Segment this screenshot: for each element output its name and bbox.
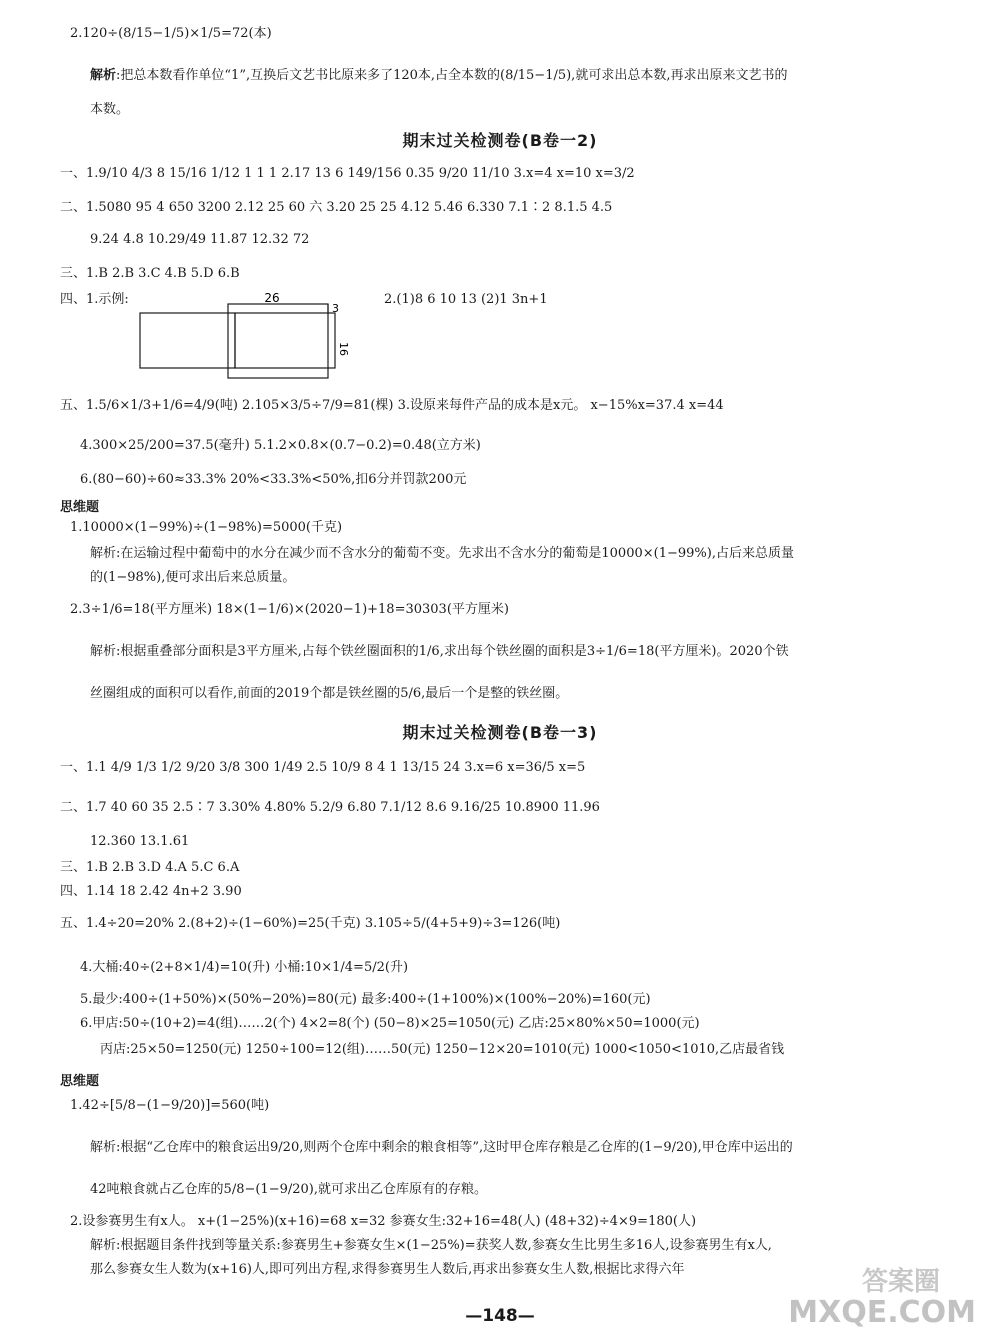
answer-line: 五、1.5/6×1/3+1/6=4/9(吨) 2.105×3/5÷7/9=81(棵) 3.设原来每件产品的成本是x元。 x−15%x=37.4 x=44 xyxy=(60,398,724,413)
page-number: —148— xyxy=(465,1306,535,1326)
overlay-rectangle xyxy=(228,304,328,378)
answer-line: 五、1.4÷20=20% 2.(8+2)÷(1−60%)=25(千克) 3.105÷5/(4+5+9)÷3=126(吨) xyxy=(60,916,561,931)
answer-line: 2.设参赛男生有x人。 x+(1−25%)(x+16)=68 x=32 参赛女生:32+16=48(人) (48+32)÷4×9=180(人) xyxy=(70,1214,697,1229)
answer-line: 丙店:25×50=1250(元) 1250÷100=12(组)……50(元) 1250−12×20=1010(元) 1000<1050<1010,乙店最省钱 xyxy=(100,1042,785,1057)
answer-line: 三、1.B 2.B 3.C 4.B 5.D 6.B xyxy=(60,266,240,281)
answer-line: 2.3÷1/6=18(平方厘米) 18×(1−1/6)×(2020−1)+18=30303(平方厘米) xyxy=(70,602,509,617)
answer-line: 12.360 13.1.61 xyxy=(90,834,190,849)
answer-line: 6.(80−60)÷60≈33.3% 20%<33.3%<50%,扣6分并罚款200元 xyxy=(80,472,467,487)
analysis-line: 丝圈组成的面积可以看作,前面的2019个都是铁丝圈的5/6,最后一个是整的铁丝圈。 xyxy=(90,686,569,701)
right-rectangle xyxy=(235,313,335,368)
answer-line: 1.42÷[5/8−(1−9/20)]=560(吨) xyxy=(70,1098,270,1113)
answer-line: 二、1.5080 95 4 650 3200 2.12 25 60 六 3.20 25 25 4.12 5.46 6.330 7.1∶2 8.1.5 4.5 xyxy=(60,200,613,215)
answer-line: 四、1.示例: xyxy=(60,292,129,307)
left-rectangle xyxy=(140,313,235,368)
label-3: 3 xyxy=(332,302,339,315)
analysis-text: :把总本数看作单位“1”,互换后文艺书比原来多了120本,占全本数的(8/15−1/5),就可求出总本数,再求出原来文艺书的 xyxy=(116,68,788,83)
answer-line: 9.24 4.8 10.29/49 11.87 12.32 72 xyxy=(90,232,310,247)
analysis-line: 解析:根据“乙仓库中的粮食运出9/20,则两个仓库中剩余的粮食相等”,这时甲仓库存粮是乙仓库的(1−9/20),甲仓库中运出的 xyxy=(90,1140,793,1155)
answer-line: 2.(1)8 6 10 13 (2)1 3n+1 xyxy=(384,292,548,307)
answer-line: 4.大桶:40÷(2+8×1/4)=10(升) 小桶:10×1/4=5/2(升) xyxy=(80,960,409,975)
answer-line: 6.甲店:50÷(10+2)=4(组)……2(个) 4×2=8(个) (50−8)×25=1050(元) 乙店:25×80%×50=1000(元) xyxy=(80,1016,700,1031)
analysis-line: 本数。 xyxy=(90,102,130,117)
answer-line: 一、1.9/10 4/3 8 15/16 1/12 1 1 1 2.17 13 6 149/156 0.35 9/20 11/10 3.x=4 x=10 x=3/2 xyxy=(60,166,635,181)
analysis-line: 解析:在运输过程中葡萄中的水分在减少而不含水分的葡萄不变。先求出不含水分的葡萄是10000×(1−99%),占后来总质量 xyxy=(90,546,794,561)
answer-line: 1.10000×(1−99%)÷(1−98%)=5000(千克) xyxy=(70,520,343,535)
thinking-heading: 思维题 xyxy=(60,500,100,515)
answer-line: 四、1.14 18 2.42 4n+2 3.90 xyxy=(60,884,242,899)
analysis-line: 的(1−98%),便可求出后来总质量。 xyxy=(90,570,296,585)
watermark-url: MXQE.COM xyxy=(788,1295,976,1330)
rectangle-diagram xyxy=(140,291,350,390)
thinking-heading: 思维题 xyxy=(60,1074,100,1089)
answer-line: 4.300×25/200=37.5(毫升) 5.1.2×0.8×(0.7−0.2)=0.48(立方米) xyxy=(80,438,481,453)
analysis-line: 42吨粮食就占乙仓库的5/8−(1−9/20),就可求出乙仓库原有的存粮。 xyxy=(90,1182,487,1197)
label-16: 16 xyxy=(337,342,350,356)
analysis-line: 解析:根据重叠部分面积是3平方厘米,占每个铁丝圈面积的1/6,求出每个铁丝圈的面积是3÷1/6=18(平方厘米)。2020个铁 xyxy=(90,644,789,659)
answer-line: 2.120÷(8/15−1/5)×1/5=72(本) xyxy=(70,26,272,41)
analysis-line: 解析:根据题目条件找到等量关系:参赛男生+参赛女生×(1−25%)=获奖人数,参赛女生比男生多16人,设参赛男生有x人, xyxy=(90,1238,772,1253)
answer-line: 二、1.7 40 60 35 2.5∶7 3.30% 4.80% 5.2/9 6.80 7.1/12 8.6 9.16/25 10.8900 11.96 xyxy=(60,800,600,815)
analysis-keyword: 解析 xyxy=(90,68,117,83)
answer-line: 三、1.B 2.B 3.D 4.A 5.C 6.A xyxy=(60,860,240,875)
analysis-line xyxy=(90,66,787,86)
section-title: 期末过关检测卷(B卷一2) xyxy=(402,131,598,150)
answer-line: 5.最少:400÷(1+50%)×(50%−20%)=80(元) 最多:400÷(1+100%)×(100%−20%)=160(元) xyxy=(80,992,651,1007)
analysis-line: 那么参赛女生人数为(x+16)人,即可列出方程,求得参赛男生人数后,再求出参赛女生人数,根据比求得六年 xyxy=(90,1262,685,1277)
label-26: 26 xyxy=(264,291,280,305)
answer-line: 一、1.1 4/9 1/3 1/2 9/20 3/8 300 1/49 2.5 10/9 8 4 1 13/15 24 3.x=6 x=36/5 x=5 xyxy=(60,760,586,775)
section-title: 期末过关检测卷(B卷一3) xyxy=(402,723,598,742)
watermark-logo: 答案圈 xyxy=(861,1267,940,1297)
